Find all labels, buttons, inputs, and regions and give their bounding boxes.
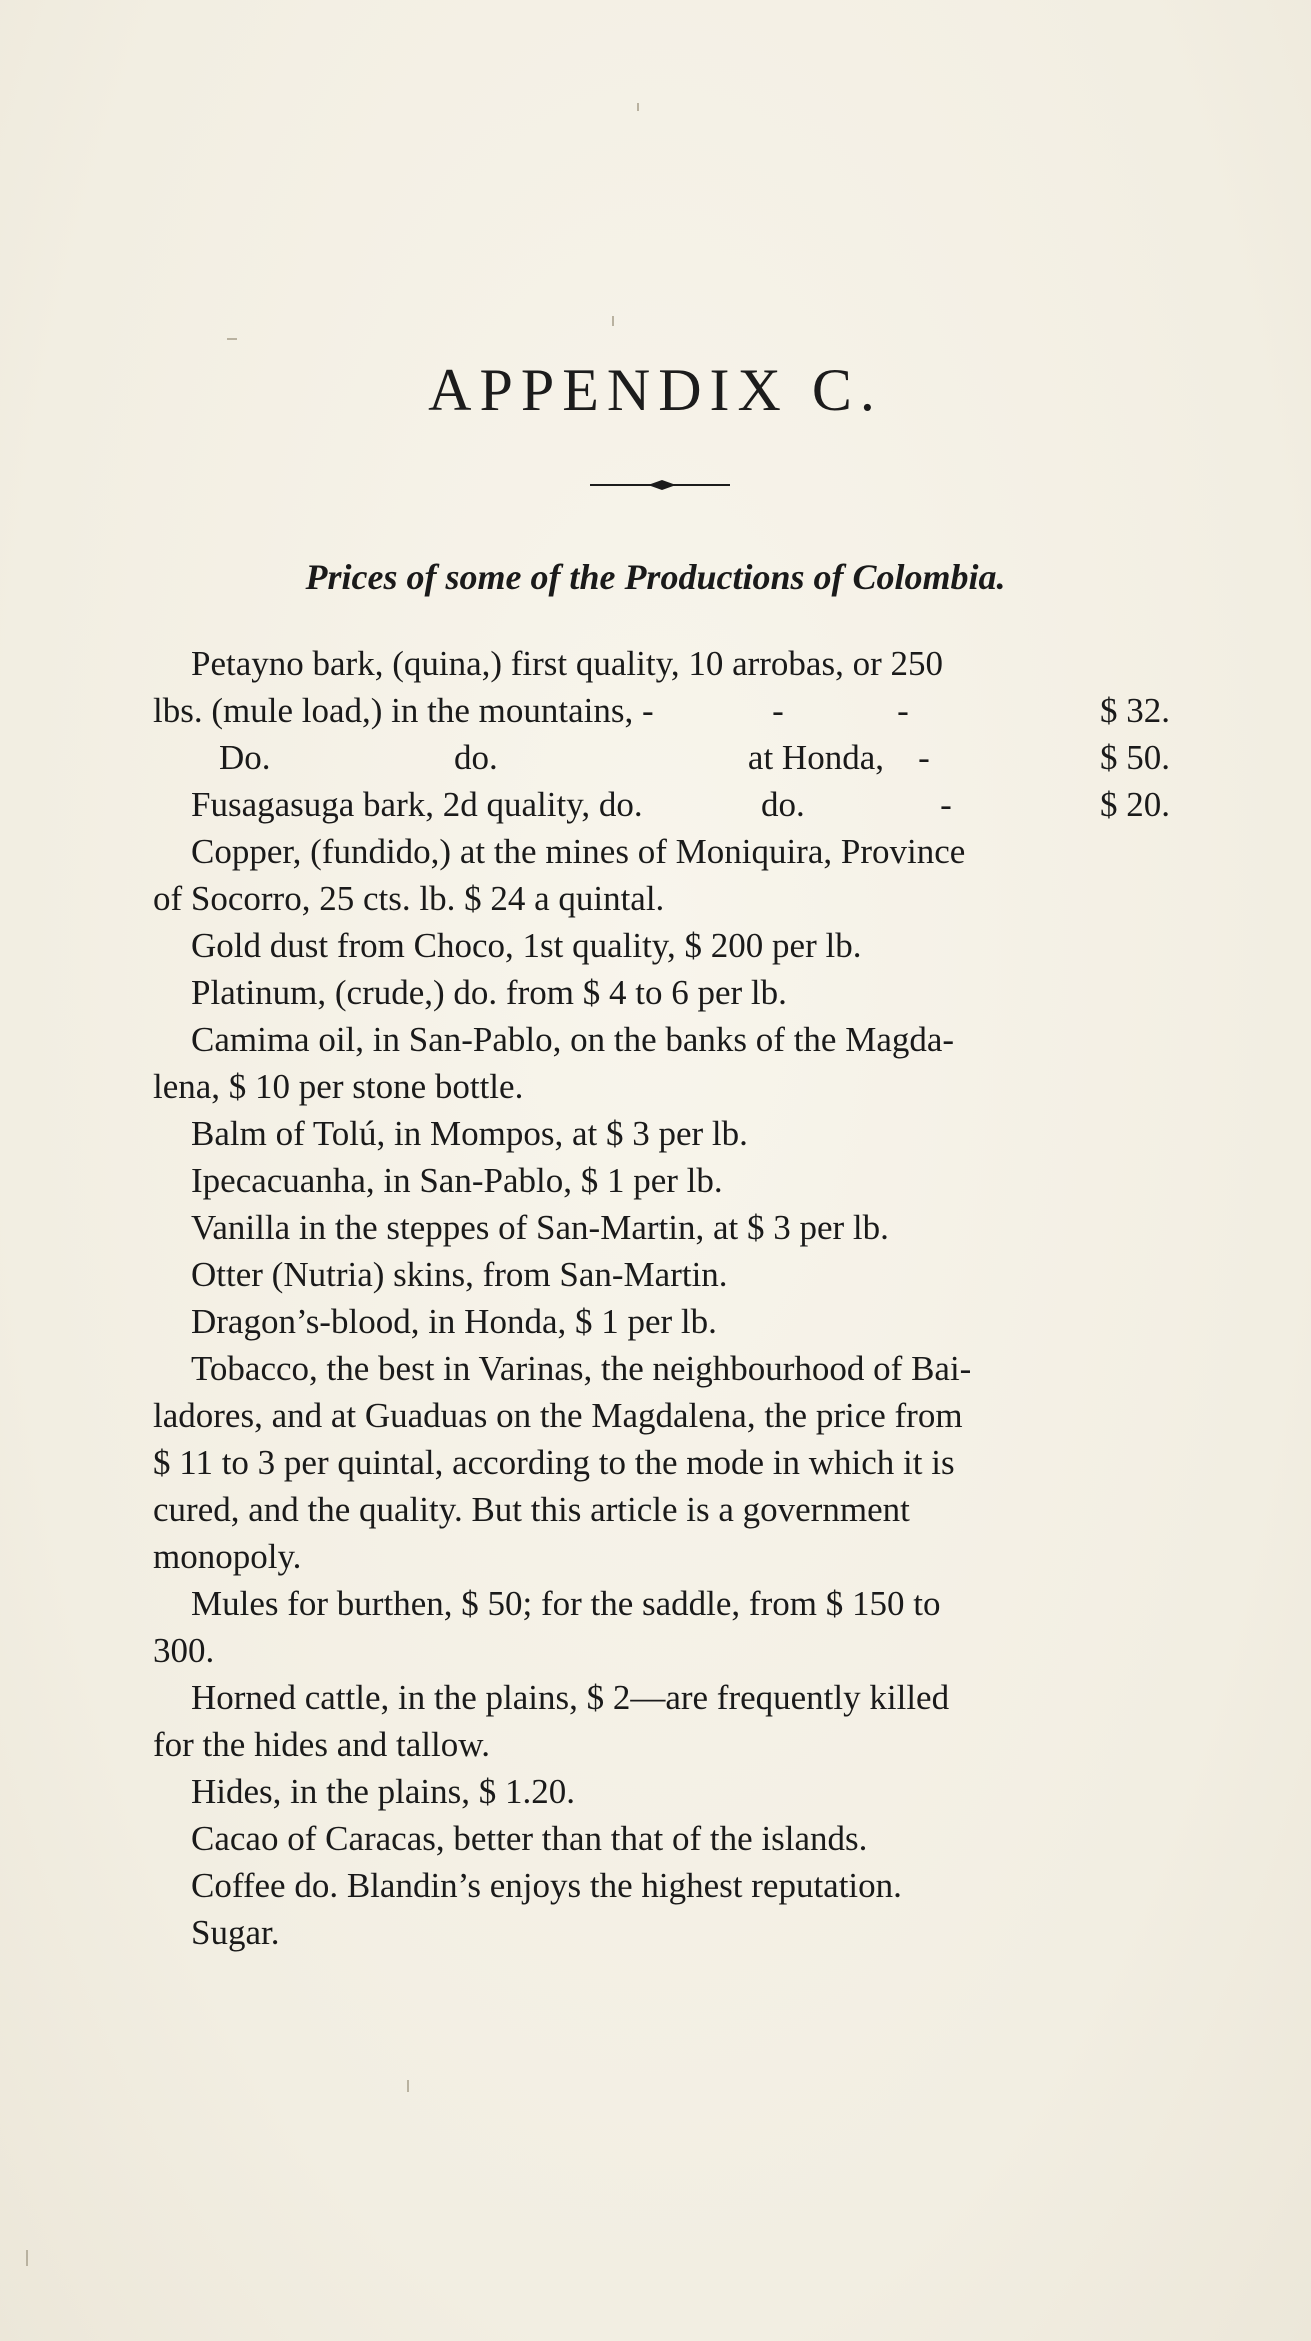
entry-line: Horned cattle, in the plains, $ 2—are frequently killed [191, 1678, 950, 1717]
entry-line: Coffee do. Blandin’s enjoys the highest reputation. [191, 1866, 902, 1905]
entry-line: ladores, and at Guaduas on the Magdalena, the price from [153, 1396, 963, 1435]
ditto-text: Do. [219, 738, 271, 777]
entry-line: for the hides and tallow. [153, 1725, 490, 1764]
entry-line: Platinum, (crude,) do. from $ 4 to 6 per lb. [191, 973, 787, 1012]
price-value: $ 50. [1100, 738, 1170, 777]
entry-text: at Honda, [747, 738, 884, 777]
scan-speck [227, 338, 237, 340]
entry-line: Hides, in the plains, $ 1.20. [191, 1772, 575, 1811]
entry-line: Camima oil, in San-Pablo, on the banks of the Magda- [191, 1020, 955, 1059]
leader-dash: - [772, 691, 784, 730]
entry-line: cured, and the quality. But this article is a government [153, 1490, 910, 1529]
price-value: $ 20. [1100, 785, 1170, 824]
entry-line [153, 781, 1170, 828]
ditto-text: do. [761, 785, 805, 824]
scan-speck [612, 316, 614, 326]
entry-line: Otter (Nutria) skins, from San-Martin. [191, 1255, 728, 1294]
price-list [153, 640, 1170, 1956]
entry-line: Vanilla in the steppes of San-Martin, at $ 3 per lb. [191, 1208, 889, 1247]
entry-line [153, 734, 1170, 781]
entry-line: 300. [153, 1631, 215, 1670]
entry-line: Balm of Tolú, in Mompos, at $ 3 per lb. [191, 1114, 748, 1153]
ornament-rule [590, 478, 730, 492]
entry-line: Tobacco, the best in Varinas, the neighbourhood of Bai- [191, 1349, 972, 1388]
entry-line: monopoly. [153, 1537, 302, 1576]
entry-text: Fusagasuga bark, 2d quality, do. [191, 785, 643, 824]
entry-line: Ipecacuanha, in San-Pablo, $ 1 per lb. [191, 1161, 723, 1200]
entry-line: of Socorro, 25 cts. lb. $ 24 a quintal. [153, 879, 665, 918]
entry-line: Gold dust from Choco, 1st quality, $ 200 per lb. [191, 926, 862, 965]
section-subtitle: Prices of some of the Productions of Colombia. [305, 557, 1006, 597]
ditto-text: do. [454, 738, 498, 777]
entry-line: Cacao of Caracas, better than that of the islands. [191, 1819, 868, 1858]
entry-line: lena, $ 10 per stone bottle. [153, 1067, 524, 1106]
entry-line: Petayno bark, (quina,) first quality, 10 arrobas, or 250 [191, 644, 943, 683]
entry-line: Sugar. [191, 1913, 280, 1952]
price-value: $ 32. [1100, 691, 1170, 730]
scan-speck [26, 2250, 28, 2266]
entry-line: Dragon’s-blood, in Honda, $ 1 per lb. [191, 1302, 717, 1341]
entry-line: $ 11 to 3 per quintal, according to the mode in which it is [153, 1443, 955, 1482]
leader-dash: - [897, 691, 909, 730]
entry-line: Mules for burthen, $ 50; for the saddle, from $ 150 to [191, 1584, 941, 1623]
entry-text: lbs. (mule load,) in the mountains, - [153, 691, 654, 730]
page-title: APPENDIX C. [428, 357, 883, 423]
scan-speck [637, 103, 639, 111]
leader-dash: - [918, 738, 930, 777]
leader-dash: - [940, 785, 952, 824]
entry-line [153, 687, 1170, 734]
entry-line: Copper, (fundido,) at the mines of Moniquira, Province [191, 832, 966, 871]
scan-speck [407, 2080, 409, 2092]
